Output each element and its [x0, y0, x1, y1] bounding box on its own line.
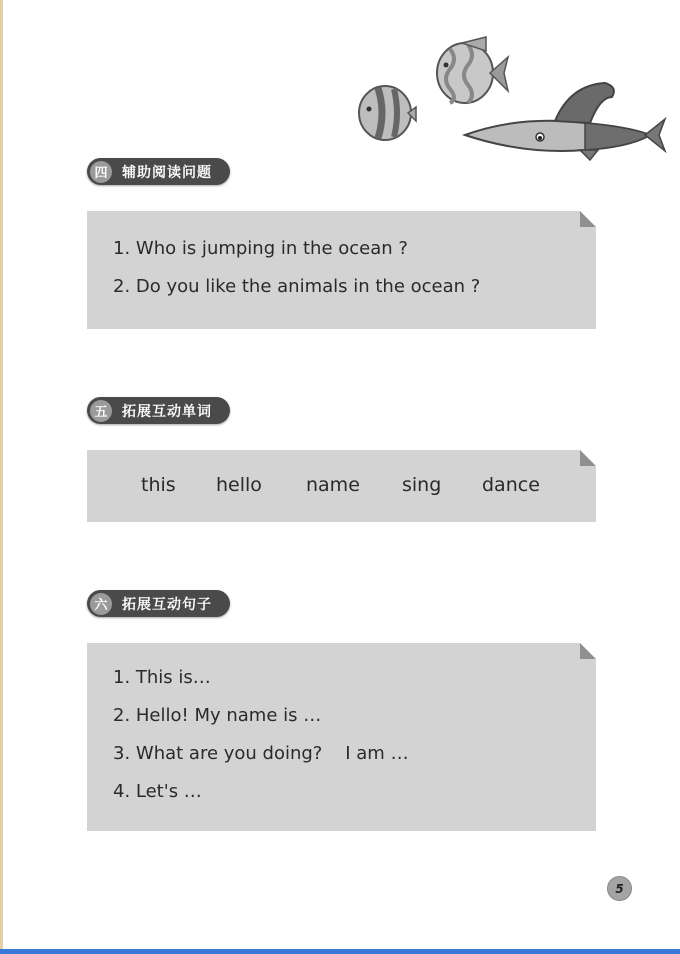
section-number: 五: [90, 400, 112, 422]
section-header-extended-sentences: [87, 590, 230, 617]
word-item: name: [306, 474, 360, 496]
bottom-bar: [0, 949, 680, 954]
sentence-line: 2. Hello! My name is …: [113, 705, 322, 726]
tropical-fish-icon: [437, 37, 508, 103]
word-item: dance: [482, 474, 540, 496]
page-fold-corner-icon: [580, 211, 596, 227]
word-item: hello: [216, 474, 262, 496]
section-header-extended-words: [87, 397, 230, 424]
pufferfish-icon: [359, 86, 416, 140]
sentence-line: 1. This is…: [113, 667, 211, 688]
section-title: 拓展互动句子: [122, 596, 212, 613]
sentence-line: 4. Let's …: [113, 781, 202, 802]
section-number: 四: [90, 161, 112, 183]
word-item: this: [141, 474, 176, 496]
section-title: 拓展互动单词: [122, 403, 212, 420]
question-line: 1. Who is jumping in the ocean ?: [113, 238, 408, 259]
sentence-line: 3. What are you doing? I am …: [113, 743, 409, 764]
page-fold-corner-icon: [580, 450, 596, 466]
page-number-badge: 5: [607, 876, 632, 901]
shark-icon: [465, 83, 665, 160]
section-title: 辅助阅读问题: [122, 164, 212, 181]
extended-sentences-card: [87, 643, 596, 831]
page-left-edge: [0, 0, 3, 954]
word-item: sing: [402, 474, 442, 496]
page-fold-corner-icon: [580, 643, 596, 659]
extended-words-card: [87, 450, 596, 522]
sea-animals-illustration: [350, 35, 670, 175]
section-number: 六: [90, 593, 112, 615]
section-header-reading-questions: [87, 158, 230, 185]
question-line: 2. Do you like the animals in the ocean ?: [113, 276, 481, 297]
reading-questions-card: [87, 211, 596, 329]
